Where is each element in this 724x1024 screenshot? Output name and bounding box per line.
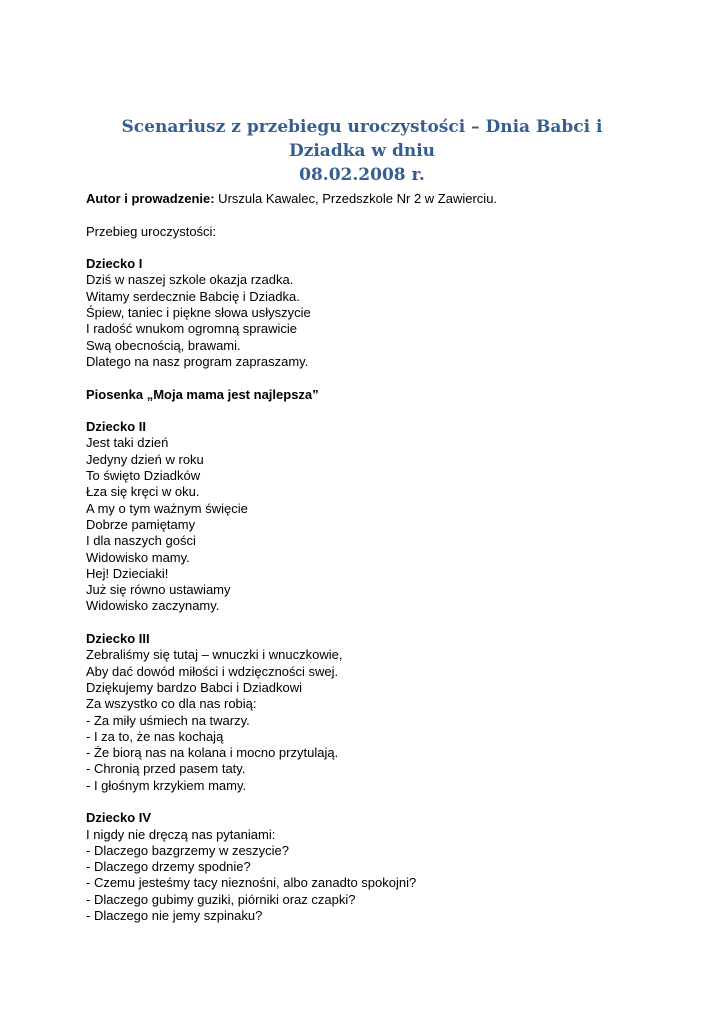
verse-line: Dlatego na nasz program zapraszamy. (86, 353, 309, 369)
verse-line: Za wszystko co dla nas robią: (86, 696, 257, 712)
verse-line: Zebraliśmy się tutaj – wnuczki i wnuczkowie, (86, 647, 343, 663)
verse-line: I radość wnukom ogromną sprawicie (86, 321, 297, 337)
verse-line: I dla naszych gości (86, 533, 196, 549)
verse-line: Jest taki dzień (86, 435, 169, 451)
verse-line: Widowisko mamy. (86, 549, 190, 565)
child-3-section (86, 631, 646, 794)
child-1-heading: Dziecko I (86, 256, 143, 272)
title-line-1: Scenariusz z przebiegu uroczystości – Dnia Babci i Dziadka w dniu (121, 117, 603, 161)
verse-line: Łza się kręci w oku. (86, 484, 200, 500)
verse-line: Widowisko zaczynamy. (86, 598, 220, 614)
child-4-section (86, 810, 646, 924)
verse-line: Hej! Dzieciaki! (86, 565, 169, 581)
intro-paragraph: Przebieg uroczystości: (86, 223, 217, 239)
verse-line: - I za to, że nas kochają (86, 728, 224, 744)
verse-line: - Czemu jesteśmy tacy nieznośni, albo zanadto spokojni? (86, 875, 417, 891)
document-title (86, 115, 638, 187)
verse-line: Już się równo ustawiamy (86, 582, 231, 598)
verse-line: Aby dać dowód miłości i wdzięczności swej. (86, 663, 339, 679)
title-line-2: 08.02.2008 r. (299, 165, 425, 185)
verse-line: - Że biorą nas na kolana i mocno przytulają. (86, 745, 339, 761)
verse-line: - Dlaczego nie jemy szpinaku? (86, 908, 263, 924)
author-value: Urszula Kawalec, Przedszkole Nr 2 w Zawierciu. (214, 191, 498, 206)
document-body (86, 191, 646, 941)
verse-line: To święto Dziadków (86, 468, 201, 484)
verse-line: Witamy serdecznie Babcię i Dziadka. (86, 288, 300, 304)
song-heading: Piosenka „Moja mama jest najlepsza” (86, 386, 319, 402)
child-4-heading: Dziecko IV (86, 810, 152, 826)
verse-line: Jedyny dzień w roku (86, 451, 204, 467)
author-label: Autor i prowadzenie: (86, 191, 215, 206)
verse-line: Śpiew, taniec i piękne słowa usłyszycie (86, 305, 311, 321)
verse-line: - Za miły uśmiech na twarzy. (86, 712, 250, 728)
verse-line: - Dlaczego gubimy guziki, piórniki oraz czapki? (86, 891, 356, 907)
verse-line: Swą obecnością, brawami. (86, 337, 241, 353)
verse-line: - Dlaczego bazgrzemy w zeszycie? (86, 842, 290, 858)
author-paragraph (86, 191, 646, 207)
verse-line: I nigdy nie dręczą nas pytaniami: (86, 826, 276, 842)
verse-line: - Dlaczego drzemy spodnie? (86, 859, 251, 875)
verse-line: A my o tym ważnym święcie (86, 500, 248, 516)
verse-line: Dziękujemy bardzo Babci i Dziadkowi (86, 679, 303, 695)
verse-line: Dziś w naszej szkole okazja rzadka. (86, 272, 294, 288)
child-1-section (86, 256, 646, 370)
child-2-section (86, 419, 646, 615)
verse-line: Dobrze pamiętamy (86, 516, 196, 532)
verse-line: - I głośnym krzykiem mamy. (86, 777, 247, 793)
child-2-heading: Dziecko II (86, 419, 146, 435)
verse-line: - Chronią przed pasem taty. (86, 761, 246, 777)
child-3-heading: Dziecko III (86, 631, 150, 647)
